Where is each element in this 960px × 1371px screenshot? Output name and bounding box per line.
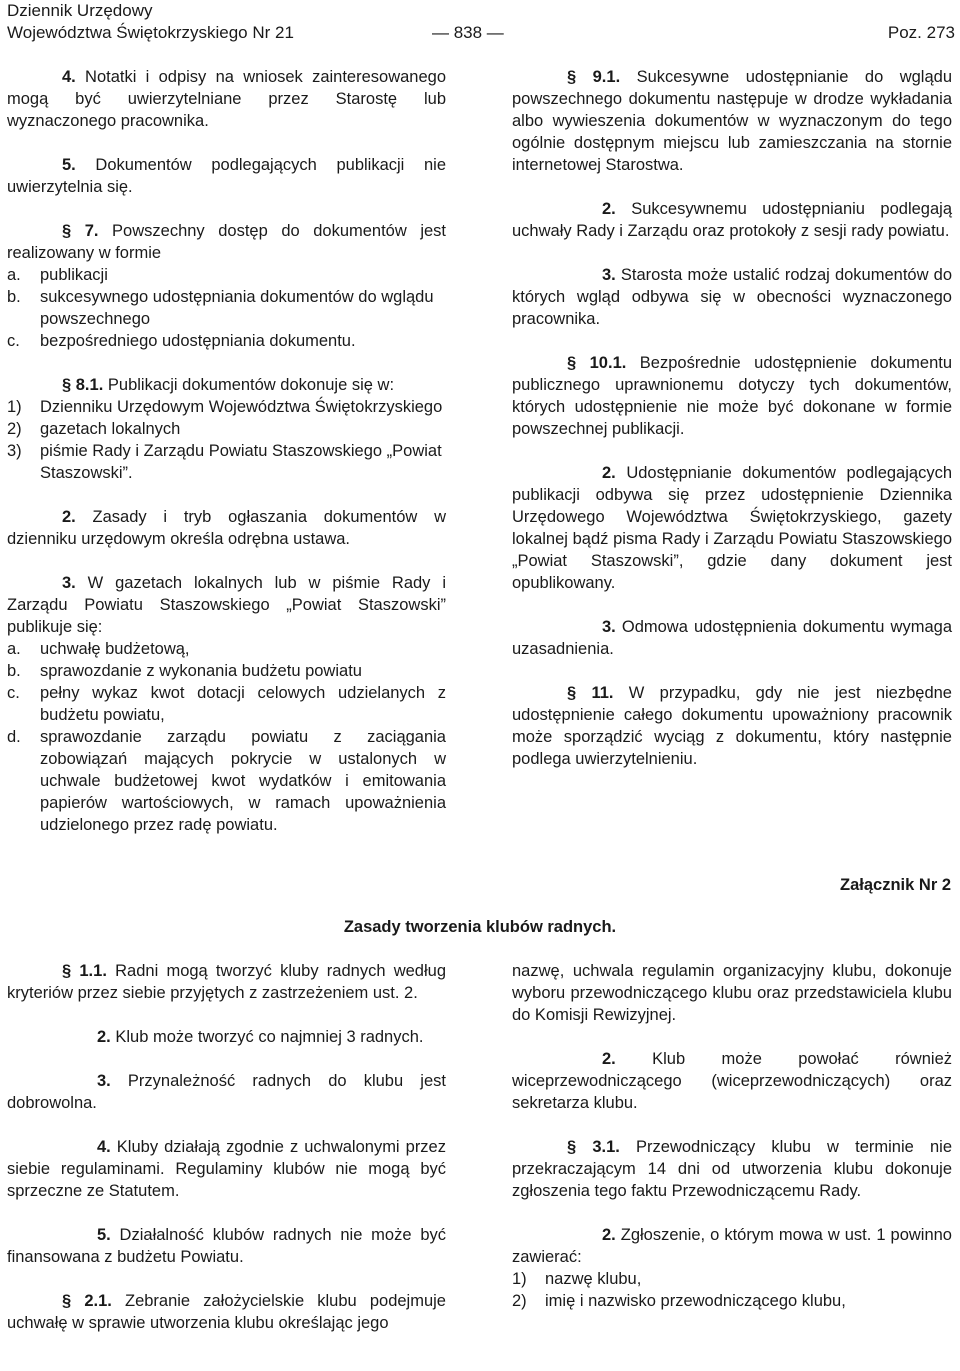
list-item <box>7 726 446 836</box>
list-text: piśmie Rady i Zarządu Powiatu Staszowskiego „Powiat Staszowski”. <box>40 442 442 482</box>
section-8 <box>7 374 446 396</box>
list-item <box>7 330 446 352</box>
paragraph-number: 2. <box>62 508 76 526</box>
paragraph-text: Działalność klubów radnych nie może być finansowana z budżetu Powiatu. <box>7 1226 446 1266</box>
page-number: — 838 — <box>432 23 504 42</box>
list-text: sprawozdanie zarządu powiatu z zaciągania zobowiązań mających pokrycie w ustalonych w uchwale budżetowej kwot wydatków i emitowania papierów wartościowych, w ramach upoważnienia udzielonego przez radę powiatu. <box>40 728 446 834</box>
paragraph-text: Zasady i tryb ogłaszania dokumentów w dzienniku urzędowym określa odrębna ustawa. <box>7 508 446 548</box>
paragraph-5 <box>7 154 446 198</box>
list-text: uchwałę budżetową, <box>40 640 190 658</box>
paragraph-text: Kluby działają zgodnie z uchwalonymi przez siebie regulaminami. Regulaminy klubów nie mogą być sprzeczne ze Statutem. <box>7 1138 446 1200</box>
club-section-1-5 <box>7 1224 446 1268</box>
list-marker: 1) <box>7 398 22 416</box>
paragraph-text: Sukcesywnemu udostępnianiu podlegają uchwały Rady i Zarządu oraz protokoły z sesji rady powiatu. <box>512 200 952 240</box>
paragraph-text: Odmowa udostępnienia dokumentu wymaga uzasadnienia. <box>512 618 952 658</box>
section-number: § 7. <box>62 222 99 240</box>
section-number: § 11. <box>567 684 614 702</box>
list-text: pełny wykaz kwot dotacji celowych udzielanych z budżetu powiatu, <box>40 684 446 724</box>
list-marker: b. <box>7 662 21 680</box>
section-text: Radni mogą tworzyć kluby radnych według kryteriów przez siebie przyjętych z zastrzeżeniem ust. 2. <box>7 962 446 1002</box>
list-text: publikacji <box>40 266 108 284</box>
paragraph-number: 2. <box>602 1050 616 1068</box>
list-item <box>512 1268 952 1290</box>
paragraph-number: 5. <box>62 156 76 174</box>
list-text: nazwę klubu, <box>545 1270 642 1288</box>
paragraph-number: 3. <box>602 618 616 636</box>
paragraph-text: W gazetach lokalnych lub w piśmie Rady i Zarządu Powiatu Staszowskiego „Powiat Staszowski” publikuje się: <box>7 574 446 636</box>
section-number: § 8.1. <box>62 376 104 394</box>
section-10 <box>512 352 952 440</box>
paragraph-number: 4. <box>97 1138 111 1156</box>
section-number: § 3.1. <box>567 1138 620 1156</box>
paragraph-number: 3. <box>62 574 76 592</box>
section-text: Bezpośrednie udostępnienie dokumentu publicznego uprawnionemu dotyczy tych dokumentów, których udostępnienie nie może być dokonane w formie powszechnej publikacji. <box>512 354 953 438</box>
bottom-left-column <box>7 960 446 1334</box>
club-section-2 <box>7 1290 446 1334</box>
section-9-2 <box>512 198 952 242</box>
paragraph-number: 5. <box>97 1226 111 1244</box>
list-marker: c. <box>7 684 20 702</box>
list-item <box>512 1290 952 1312</box>
section-11 <box>512 682 952 770</box>
right-column <box>512 66 952 770</box>
paragraph-text: Starosta może ustalić rodzaj dokumentów do których wgląd odbywa się w obecności wyznaczonego pracownika. <box>512 266 952 328</box>
list-text: imię i nazwisko przewodniczącego klubu, <box>545 1292 846 1310</box>
paragraph-number: 3. <box>602 266 616 284</box>
list-marker: b. <box>7 288 21 306</box>
section-9-3 <box>512 264 952 330</box>
section-text: Zebranie założycielskie klubu podejmuje uchwałę w sprawie utworzenia klubu określając jego <box>7 1292 446 1332</box>
list-marker: 2) <box>7 420 22 438</box>
paragraph-number: 2. <box>602 1226 616 1244</box>
list-marker: 2) <box>512 1292 527 1310</box>
section-text: Powszechny dostęp do dokumentów jest realizowany w formie <box>7 222 447 262</box>
list-item <box>7 682 446 726</box>
paragraph-text: Udostępnianie dokumentów podlegających publikacji odbywa się przez udostępnienie Dziennika Urzędowego Województwa Świętokrzyskiego, gazety lokalnej bądź pisma Rady i Zarządu Powiatu Staszowskiego „Powiat Staszowski”, gdzie dany dokument jest opublikowany. <box>512 464 952 592</box>
list-item <box>7 660 446 682</box>
list-marker: a. <box>7 266 21 284</box>
club-section-1-4 <box>7 1136 446 1202</box>
bottom-right-column <box>512 960 952 1312</box>
list-marker: c. <box>7 332 20 350</box>
section-8-2 <box>7 506 446 550</box>
list-item <box>7 396 446 418</box>
list-text: gazetach lokalnych <box>40 420 181 438</box>
section-8-3 <box>7 572 446 638</box>
club-section-3 <box>512 1136 952 1202</box>
list-text: sprawozdanie z wykonania budżetu powiatu <box>40 662 362 680</box>
section-number: § 1.1. <box>62 962 107 980</box>
list-marker: 3) <box>7 442 22 460</box>
list-item <box>7 286 446 330</box>
club-section-2-2 <box>512 1048 952 1114</box>
paragraph-text: Przynależność radnych do klubu jest dobrowolna. <box>7 1072 446 1112</box>
club-section-1-3 <box>7 1070 446 1114</box>
club-section-3-2 <box>512 1224 952 1268</box>
paragraph-number: 4. <box>62 68 76 86</box>
paragraph-4 <box>7 66 446 132</box>
section-10-3 <box>512 616 952 660</box>
list-text: bezpośredniego udostępniania dokumentu. <box>40 332 356 350</box>
section-number: § 9.1. <box>567 68 621 86</box>
section-heading: Zasady tworzenia klubów radnych. <box>343 918 617 936</box>
list-item <box>7 264 446 286</box>
attachment-label: Załącznik Nr 2 <box>840 876 951 894</box>
section-text: Publikacji dokumentów dokonuje się w: <box>103 376 395 394</box>
club-section-1 <box>7 960 446 1004</box>
list-text: sukcesywnego udostępniania dokumentów do wglądu powszechnego <box>40 288 434 328</box>
paragraph-text: Dokumentów podlegających publikacji nie uwierzytelnia się. <box>7 156 446 196</box>
club-section-2-continued: nazwę, uchwala regulamin organizacyjny klubu, dokonuje wyboru przewodniczącego klubu oraz przedstawiciela klubu do Komisji Rewizyjnej. <box>512 962 952 1024</box>
list-item <box>7 440 446 484</box>
paragraph-text: Klub może powołać również wiceprzewodniczącego (wiceprzewodniczących) oraz sekretarza klubu. <box>512 1050 952 1112</box>
list-item <box>7 638 446 660</box>
paragraph-text: Klub może tworzyć co najmniej 3 radnych. <box>110 1028 424 1046</box>
paragraph-number: 2. <box>602 200 616 218</box>
section-number: § 10.1. <box>567 354 627 372</box>
section-text: Sukcesywne udostępnianie do wglądu powszechnego dokumentu następuje w drodze wykładania albo wywieszenia dokumentów w wyznaczonym do tego ogólnie dostępnym miejscu lub zamieszczania na stornie internetowej Starostwa. <box>512 68 952 174</box>
paragraph-number: 3. <box>97 1072 111 1090</box>
section-text: W przypadku, gdy nie jest niezbędne udostępnienie całego dokumentu upoważniony pracownik może sporządzić wyciąg z dokumentu, który następnie podlega uwierzytelnieniu. <box>512 684 952 768</box>
list-marker: 1) <box>512 1270 527 1288</box>
club-section-1-2 <box>7 1026 446 1048</box>
list-marker: a. <box>7 640 21 658</box>
section-text: Przewodniczący klubu w terminie nie przekraczającym 14 dni od utworzenia klubu dokonuje zgłoszenia tego faktu Przewodniczącemu Rady. <box>512 1138 952 1200</box>
list-marker: d. <box>7 728 21 746</box>
journal-subtitle: Województwa Świętokrzyskiego Nr 21 <box>7 23 294 42</box>
section-number: § 2.1. <box>62 1292 112 1310</box>
paragraph-number: 2. <box>97 1028 111 1046</box>
section-10-2 <box>512 462 952 594</box>
paragraph-text: Zgłoszenie, o którym mowa w ust. 1 powinno zawierać: <box>512 1226 952 1266</box>
left-column <box>7 66 446 836</box>
section-7 <box>7 220 446 264</box>
section-9 <box>512 66 952 176</box>
position-number: Poz. 273 <box>887 23 955 42</box>
journal-title: Dziennik Urzędowy <box>7 1 153 20</box>
paragraph-text: Notatki i odpisy na wniosek zainteresowanego mogą być uwierzytelniane przez Starostę lub wyznaczonego pracownika. <box>7 68 446 130</box>
list-text: Dzienniku Urzędowym Województwa Świętokrzyskiego <box>40 398 443 416</box>
list-item <box>7 418 446 440</box>
paragraph-number: 2. <box>602 464 616 482</box>
